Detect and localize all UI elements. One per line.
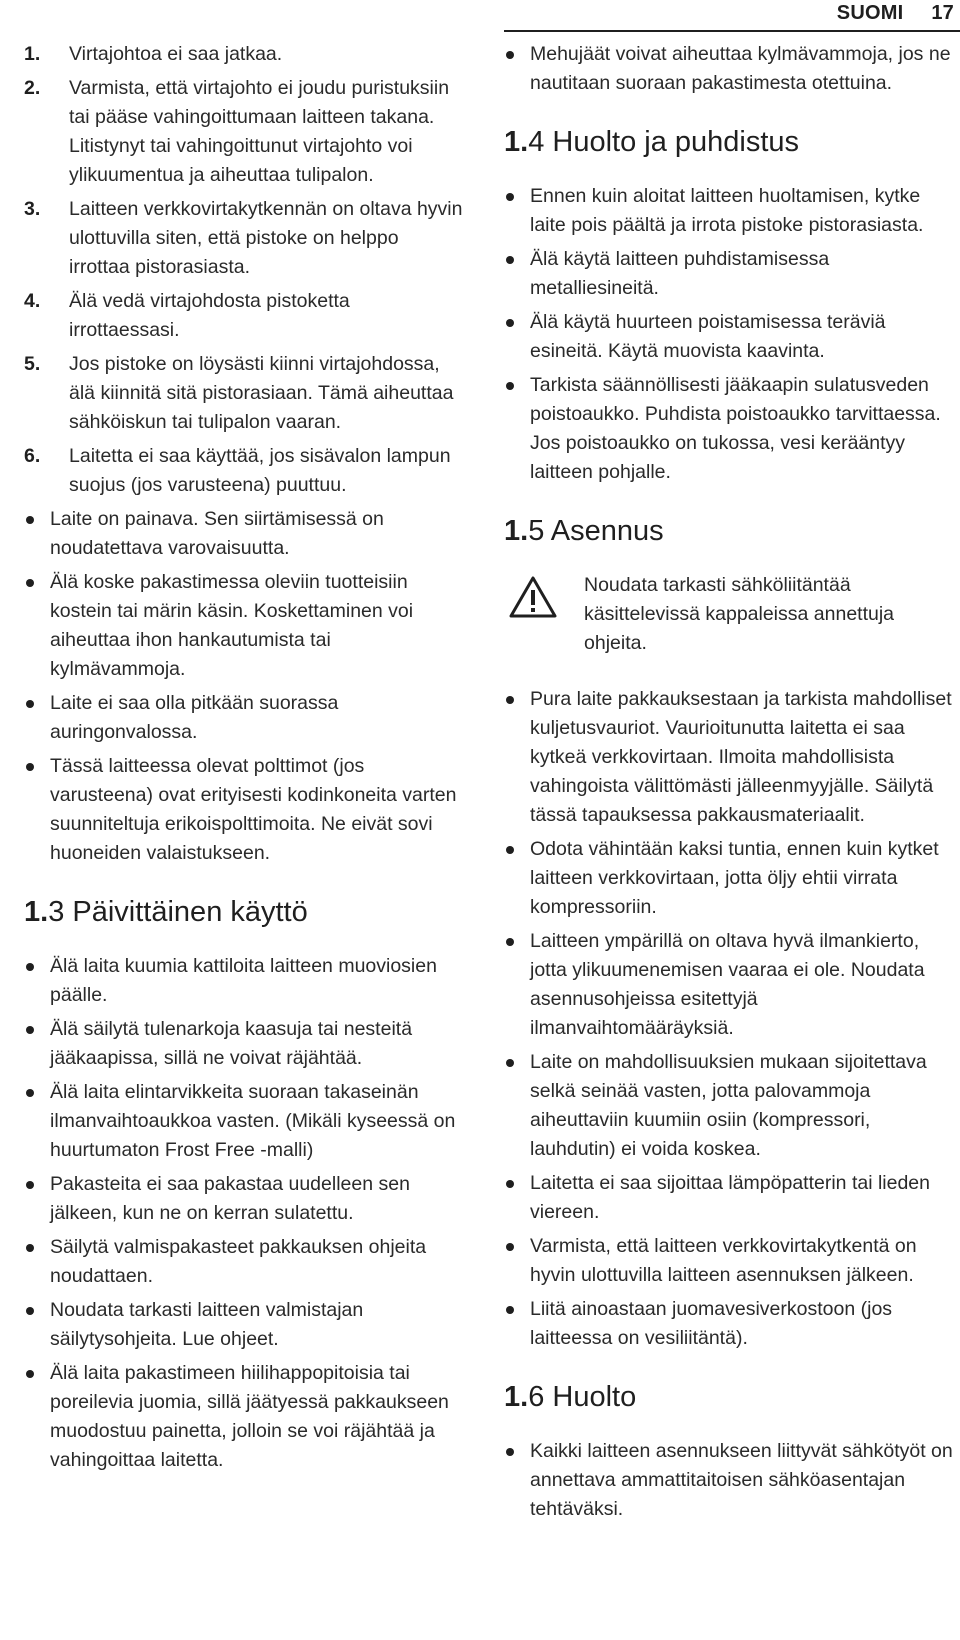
warning-text: Noudata tarkasti sähköliitäntää käsittelevissä kappaleissa annettuja ohjeita.	[584, 574, 895, 654]
bullet-dot	[506, 1448, 514, 1456]
bullet-dot	[26, 1181, 34, 1189]
bullet-dot	[26, 516, 34, 524]
bullet-text: Älä koske pakastimessa oleviin tuotteisiin kostein tai märin käsin. Koskettaminen voi aiheuttaa ihon hankautumista tai kylmävammoja.	[50, 571, 414, 680]
bullet-dot	[506, 51, 514, 59]
heading-title: Päivittäinen käyttö	[72, 896, 308, 928]
bullet-text: Mehujäät voivat aiheuttaa kylmävammoja, jos ne nautitaan suoraan pakastimesta otettuina.	[530, 43, 951, 94]
bullet-dot	[506, 1059, 514, 1067]
numbered-item	[24, 74, 464, 190]
warning-box	[504, 571, 956, 661]
heading-title: Huolto	[552, 1381, 637, 1413]
bullet-dot	[506, 1180, 514, 1188]
bullet-item	[24, 952, 464, 1010]
left-column	[24, 40, 464, 1480]
heading-subnumber: 6	[528, 1381, 545, 1413]
bullet-text: Liitä ainoastaan juomavesiverkostoon (jos laitteessa on vesiliitäntä).	[530, 1298, 893, 1349]
item-number: 5.	[24, 353, 41, 375]
bullet-item	[504, 371, 956, 487]
item-text: Laitteen verkkovirtakytkennän on oltava hyvin ulottuvilla siten, että pistoke on helppo irrottaa pistorasiasta.	[69, 198, 463, 278]
bullet-item	[504, 40, 956, 98]
bullet-text: Tässä laitteessa olevat polttimot (jos varusteena) ovat erityisesti kodinkoneita varten suunniteltuja erikoispolttimoita. Ne eivät sovi huoneiden valaistukseen.	[50, 755, 457, 864]
heading-number: 1.	[504, 515, 529, 547]
bullet-text: Kaikki laitteen asennukseen liittyvät sähkötyöt on annettava ammattitaitoisen sähköasentajan tehtäväksi.	[530, 1440, 953, 1520]
header-text	[837, 2, 954, 25]
item-number: 2.	[24, 77, 41, 99]
item-number: 1.	[24, 43, 41, 65]
section-heading-1-5	[504, 513, 956, 549]
bullet-item	[504, 1048, 956, 1164]
section-label: SUOMI	[836, 2, 904, 24]
bullet-item	[504, 182, 956, 240]
heading-title: Huolto ja puhdistus	[552, 126, 800, 158]
item-text: Älä vedä virtajohdosta pistoketta irrottaessasi.	[69, 290, 350, 341]
numbered-item	[24, 350, 464, 437]
item-text: Laitetta ei saa käyttää, jos sisävalon lampun suojus (jos varusteena) puuttuu.	[69, 445, 451, 496]
bullet-item	[504, 685, 956, 830]
item-number: 3.	[24, 198, 41, 220]
item-number: 4.	[24, 290, 41, 312]
bullet-dot	[26, 1370, 34, 1378]
bullet-item	[504, 927, 956, 1043]
bullet-item	[24, 1296, 464, 1354]
heading-subnumber: 5	[528, 515, 545, 547]
bullet-text: Säilytä valmispakasteet pakkauksen ohjeita noudattaen.	[50, 1236, 427, 1287]
bullet-item	[24, 1015, 464, 1073]
bullet-text: Laite ei saa olla pitkään suorassa auringonvalossa.	[50, 692, 339, 743]
item-text: Varmista, että virtajohto ei joudu puristuksiin tai pääse vahingoittumaan laitteen takana. Litistynyt tai vahingoittunut virtajohto voi ylikuumentua ja aiheuttaa tulipalon.	[69, 77, 450, 186]
bullet-item	[24, 568, 464, 684]
section-heading-1-4	[504, 124, 956, 160]
heading-subnumber: 3	[48, 896, 65, 928]
bullet-dot	[506, 846, 514, 854]
numbered-item	[24, 195, 464, 282]
page-number: 17	[931, 2, 954, 24]
header-rule	[504, 30, 960, 32]
bullet-dot	[26, 763, 34, 771]
bullet-text: Noudata tarkasti laitteen valmistajan säilytysohjeita. Lue ohjeet.	[50, 1299, 364, 1350]
bullet-item	[24, 1078, 464, 1165]
bullet-text: Älä laita pakastimeen hiilihappopitoisia tai poreilevia juomia, sillä jäätyessä pakkaukseen muodostuu painetta, jolloin se voi räjähtää ja vahingoittaa laitetta.	[50, 1362, 449, 1471]
bullet-text: Älä laita elintarvikkeita suoraan takaseinän ilmanvaihtoaukkoa vasten. (Mikäli kyseessä on huurtumaton Frost Free -malli)	[50, 1081, 456, 1161]
bullet-dot	[506, 1243, 514, 1251]
right-column	[504, 40, 956, 1529]
page-header	[0, 0, 960, 40]
item-text: Virtajohtoa ei saa jatkaa.	[69, 43, 283, 65]
bullet-text: Laite on painava. Sen siirtämisessä on noudatettava varovaisuutta.	[50, 508, 384, 559]
bullet-dot	[506, 696, 514, 704]
bullet-item	[504, 1169, 956, 1227]
bullet-text: Älä käytä huurteen poistamisessa teräviä esineitä. Käytä muovista kaavinta.	[530, 311, 886, 362]
warning-triangle-icon	[508, 575, 558, 619]
bullet-text: Älä säilytä tulenarkoja kaasuja tai nesteitä jääkaapissa, sillä ne voivat räjähtää.	[50, 1018, 413, 1069]
bullet-dot	[506, 938, 514, 946]
bullet-item	[504, 835, 956, 922]
bullet-dot	[506, 319, 514, 327]
heading-number: 1.	[504, 1381, 529, 1413]
bullet-text: Älä käytä laitteen puhdistamisessa metalliesineitä.	[530, 248, 830, 299]
bullet-dot	[26, 1026, 34, 1034]
bullet-dot	[506, 256, 514, 264]
bullet-text: Pakasteita ei saa pakastaa uudelleen sen jälkeen, kun ne on kerran sulatettu.	[50, 1173, 410, 1224]
bullet-dot	[26, 1244, 34, 1252]
numbered-item	[24, 442, 464, 500]
numbered-item	[24, 40, 464, 69]
bullet-item	[24, 752, 464, 868]
section-heading-1-6	[504, 1379, 956, 1415]
bullet-dot	[26, 1307, 34, 1315]
bullet-item	[504, 308, 956, 366]
heading-title: Asennus	[550, 515, 664, 547]
bullet-text: Laite on mahdollisuuksien mukaan sijoitettava selkä seinää vasten, jotta palovammoja aiheuttaviin kuumiin osiin (kompressori, lauhdutin) ei voida koskea.	[530, 1051, 927, 1160]
bullet-text: Tarkista säännöllisesti jääkaapin sulatusveden poistoaukko. Puhdista poistoaukko tarvittaessa. Jos poistoaukko on tukossa, vesi kerääntyy laitteen pohjalle.	[530, 374, 941, 483]
bullet-dot	[506, 193, 514, 201]
heading-number: 1.	[504, 126, 529, 158]
bullet-item	[24, 1170, 464, 1228]
section-heading-1-3	[24, 894, 464, 930]
bullet-text: Laitetta ei saa sijoittaa lämpöpatterin tai lieden viereen.	[530, 1172, 930, 1223]
bullet-item	[504, 1232, 956, 1290]
bullet-text: Pura laite pakkauksestaan ja tarkista mahdolliset kuljetusvauriot. Vaurioitunutta laitetta ei saa kytkeä verkkovirtaan. Ilmoita mahdollisista vahingoista välittömästi jälleenmyyjälle. Säilytä tässä tapauksessa pakkausmateriaalit.	[530, 688, 952, 826]
bullet-dot	[26, 579, 34, 587]
bullet-dot	[26, 963, 34, 971]
item-text: Jos pistoke on löysästi kiinni virtajohdossa, älä kiinnitä sitä pistorasiaan. Tämä aiheuttaa sähköiskun tai tulipalon vaaran.	[69, 353, 454, 433]
bullet-text: Ennen kuin aloitat laitteen huoltamisen, kytke laite pois päältä ja irrota pistoke pistorasiasta.	[530, 185, 924, 236]
item-number: 6.	[24, 445, 41, 467]
heading-subnumber: 4	[528, 126, 545, 158]
bullet-text: Odota vähintään kaksi tuntia, ennen kuin kytket laitteen verkkovirtaan, jotta öljy ehtii virrata kompressoriin.	[530, 838, 939, 918]
bullet-dot	[26, 700, 34, 708]
bullet-text: Laitteen ympärillä on oltava hyvä ilmankierto, jotta ylikuumenemisen vaaraa ei ole. Noudata asennusohjeissa esitettyjä ilmanvaihtomääräyksiä.	[530, 930, 925, 1039]
bullet-text: Älä laita kuumia kattiloita laitteen muoviosien päälle.	[50, 955, 437, 1006]
bullet-item	[504, 1437, 956, 1524]
bullet-item	[504, 245, 956, 303]
bullet-item	[24, 689, 464, 747]
bullet-item	[24, 1359, 464, 1475]
bullet-dot	[506, 1306, 514, 1314]
bullet-item	[24, 505, 464, 563]
bullet-text: Varmista, että laitteen verkkovirtakytkentä on hyvin ulottuvilla laitteen asennuksen jälkeen.	[530, 1235, 917, 1286]
heading-number: 1.	[24, 896, 49, 928]
bullet-item	[504, 1295, 956, 1353]
numbered-item	[24, 287, 464, 345]
bullet-item	[24, 1233, 464, 1291]
bullet-dot	[26, 1089, 34, 1097]
bullet-dot	[506, 382, 514, 390]
